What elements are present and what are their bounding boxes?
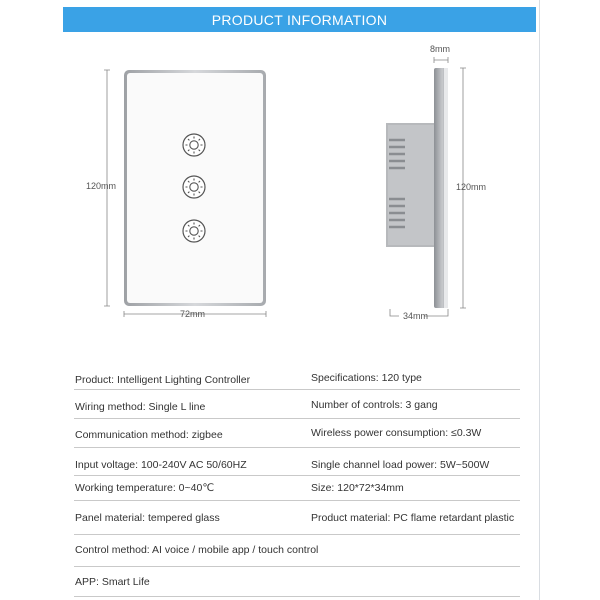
side-height-label: 120mm [456,182,487,192]
side-view [386,57,466,316]
touch-button-2 [183,176,205,198]
spec-panel-material: Panel material: tempered glass [75,512,220,524]
row-divider [74,389,520,390]
spec-working-temp: Working temperature: 0~40℃ [75,482,215,494]
side-depth-top-label: 8mm [430,44,450,54]
spec-wiring: Wiring method: Single L line [75,401,206,413]
front-width-label: 72mm [180,309,206,319]
row-divider [74,500,520,501]
touch-button-3 [183,220,205,242]
row-divider [74,596,520,597]
spec-controls: Number of controls: 3 gang [311,399,438,411]
side-top-dim-line [434,57,448,63]
side-depth-bottom-label: 34mm [403,311,429,321]
row-divider [74,475,520,476]
spec-wireless-power: Wireless power consumption: ≤0.3W [311,427,482,439]
row-divider [74,534,520,535]
spec-app: APP: Smart Life [75,576,150,588]
spec-product: Product: Intelligent Lighting Controller [75,374,251,386]
spec-control-method: Control method: AI voice / mobile app / touch control [75,544,319,556]
row-divider [74,418,520,419]
spec-channel-load: Single channel load power: 5W~500W [311,459,490,471]
front-height-label: 120mm [86,181,117,191]
spec-size: Size: 120*72*34mm [311,482,404,494]
spec-communication: Communication method: zigbee [75,429,223,441]
header-title: PRODUCT INFORMATION [211,11,388,28]
spec-specifications: Specifications: 120 type [311,372,422,384]
front-view [104,70,266,317]
row-divider [74,447,520,448]
spec-product-material: Product material: PC flame retardant plastic [311,512,515,524]
touch-button-1 [183,134,205,156]
row-divider [74,566,520,567]
spec-input-voltage: Input voltage: 100-240V AC 50/60HZ [75,459,247,471]
